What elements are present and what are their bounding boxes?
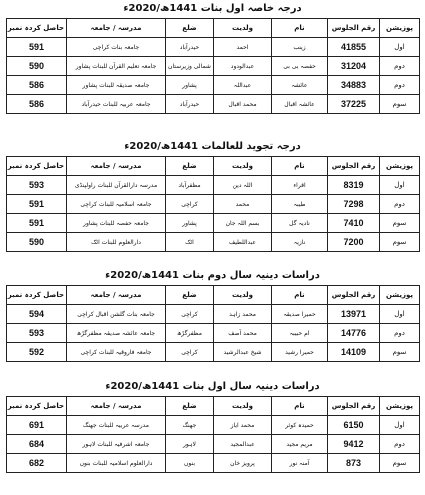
- cell-father-name: عبدالمجید: [214, 435, 272, 454]
- section-title: دراسات دینیہ سال دوم بنات 1441ھ/2020ء: [105, 270, 320, 281]
- cell-madrasa: جامعہ اسلامیہ للبنات کراچی: [67, 195, 166, 214]
- cell-madrasa: دارالعلوم للبنات اٹک: [67, 233, 166, 252]
- cell-roll-number: 6150: [328, 416, 380, 435]
- cell-madrasa: دارالعلوم اسلامیہ للبنات بنوں: [67, 454, 166, 473]
- table-row: [7, 95, 420, 114]
- header-father-name: ولدیت: [214, 19, 272, 38]
- header-madrasa: مدرسہ / جامعہ: [67, 286, 166, 305]
- section-tajweed-lil-alimat: [6, 140, 419, 252]
- cell-position: سوم: [380, 95, 420, 114]
- cell-district: لاہور: [166, 435, 214, 454]
- cell-madrasa: جامعہ عربیہ للبنات حیدرآباد: [67, 95, 166, 114]
- results-table: [6, 285, 420, 362]
- cell-father-name: احمد: [214, 38, 272, 57]
- table-row: [7, 76, 420, 95]
- cell-position: دوم: [380, 57, 420, 76]
- cell-name: حفصہ بی بی: [272, 57, 328, 76]
- section-title: درجہ خاصہ اول بنات 1441ھ/2020ء: [123, 3, 302, 14]
- cell-madrasa: جامعہ فاروقیہ للبنات کراچی: [67, 343, 166, 362]
- section-dirasat-sal-awwal: [6, 380, 419, 473]
- cell-father-name: عبداللطیف: [214, 233, 272, 252]
- cell-father-name: محمد زاہد: [214, 305, 272, 324]
- cell-position: اول: [380, 176, 420, 195]
- table-header-row: [7, 157, 420, 176]
- cell-name: اقراء: [272, 176, 328, 195]
- cell-madrasa: مدرسہ عربیہ للبنات جھنگ: [67, 416, 166, 435]
- section-khasa-awwal: [6, 2, 419, 114]
- cell-father-name: عبداللہ: [214, 76, 272, 95]
- cell-district: کراچی: [166, 305, 214, 324]
- cell-marks: 593: [7, 324, 67, 343]
- cell-father-name: محمد اقبال: [214, 95, 272, 114]
- table-row: [7, 214, 420, 233]
- cell-name: مریم مجید: [272, 435, 328, 454]
- cell-roll-number: 7200: [328, 233, 380, 252]
- table-row: [7, 454, 420, 473]
- cell-position: دوم: [380, 76, 420, 95]
- header-marks: حاصل کردہ نمبر: [7, 286, 67, 305]
- cell-district: بنوں: [166, 454, 214, 473]
- cell-district: مظفرگڑھ: [166, 324, 214, 343]
- cell-marks: 591: [7, 195, 67, 214]
- cell-marks: 590: [7, 57, 67, 76]
- cell-position: سوم: [380, 454, 420, 473]
- cell-madrasa: جامعہ بنات کراچی: [67, 38, 166, 57]
- header-district: ضلع: [166, 157, 214, 176]
- results-table: [6, 18, 420, 114]
- cell-madrasa: جامعہ اشرفیہ للبنات لاہور: [67, 435, 166, 454]
- header-father-name: ولدیت: [214, 286, 272, 305]
- header-name: نام: [272, 397, 328, 416]
- cell-district: حیدرآباد: [166, 95, 214, 114]
- header-position: پوزیشن: [380, 19, 420, 38]
- header-district: ضلع: [166, 397, 214, 416]
- cell-roll-number: 34883: [328, 76, 380, 95]
- cell-name: طیبہ: [272, 195, 328, 214]
- header-roll-number: رقم الجلوس: [328, 157, 380, 176]
- table-row: [7, 435, 420, 454]
- cell-marks: 592: [7, 343, 67, 362]
- cell-position: اول: [380, 416, 420, 435]
- section-title: درجہ تجوید للعالمات 1441ھ/2020ء: [124, 141, 301, 152]
- section-dirasat-sal-dom: [6, 269, 419, 362]
- table-row: [7, 343, 420, 362]
- cell-district: حیدرآباد: [166, 38, 214, 57]
- section-title: دراسات دینیہ سال اول بنات 1441ھ/2020ء: [105, 381, 320, 392]
- table-row: [7, 38, 420, 57]
- cell-position: دوم: [380, 324, 420, 343]
- table-row: [7, 57, 420, 76]
- results-table: [6, 156, 420, 252]
- header-madrasa: مدرسہ / جامعہ: [67, 157, 166, 176]
- cell-father-name: اللہ دین: [214, 176, 272, 195]
- cell-roll-number: 31204: [328, 57, 380, 76]
- header-name: نام: [272, 19, 328, 38]
- cell-marks: 586: [7, 76, 67, 95]
- header-madrasa: مدرسہ / جامعہ: [67, 19, 166, 38]
- table-header-row: [7, 19, 420, 38]
- table-row: [7, 195, 420, 214]
- cell-marks: 691: [7, 416, 67, 435]
- cell-district: پشاور: [166, 214, 214, 233]
- cell-roll-number: 7410: [328, 214, 380, 233]
- cell-marks: 684: [7, 435, 67, 454]
- cell-father-name: عبدالودود: [214, 57, 272, 76]
- header-position: پوزیشن: [380, 397, 420, 416]
- cell-madrasa: جامعہ تعلیم القرآن للبنات پشاور: [67, 57, 166, 76]
- header-marks: حاصل کردہ نمبر: [7, 157, 67, 176]
- cell-roll-number: 8319: [328, 176, 380, 195]
- table-header-row: [7, 286, 420, 305]
- cell-father-name: محمد ایاز: [214, 416, 272, 435]
- cell-position: دوم: [380, 195, 420, 214]
- table-row: [7, 416, 420, 435]
- header-position: پوزیشن: [380, 286, 420, 305]
- cell-district: کراچی: [166, 343, 214, 362]
- cell-name: عائشہ: [272, 76, 328, 95]
- header-madrasa: مدرسہ / جامعہ: [67, 397, 166, 416]
- cell-marks: 682: [7, 454, 67, 473]
- cell-district: شمالی وزیرستان: [166, 57, 214, 76]
- cell-name: حمیرا رشید: [272, 343, 328, 362]
- cell-madrasa: جامعہ صدیقہ للبنات پشاور: [67, 76, 166, 95]
- cell-position: دوم: [380, 435, 420, 454]
- cell-name: ام حبیبہ: [272, 324, 328, 343]
- cell-father-name: محمد آصف: [214, 324, 272, 343]
- cell-name: زینب: [272, 38, 328, 57]
- cell-marks: 593: [7, 176, 67, 195]
- cell-name: عائشہ اقبال: [272, 95, 328, 114]
- cell-roll-number: 37225: [328, 95, 380, 114]
- cell-marks: 590: [7, 233, 67, 252]
- header-marks: حاصل کردہ نمبر: [7, 397, 67, 416]
- cell-roll-number: 14109: [328, 343, 380, 362]
- cell-name: آمنہ نور: [272, 454, 328, 473]
- cell-name: نادیہ گل: [272, 214, 328, 233]
- cell-name: نازیہ: [272, 233, 328, 252]
- cell-marks: 594: [7, 305, 67, 324]
- cell-district: اٹک: [166, 233, 214, 252]
- cell-madrasa: جامعہ بنات گلشن اقبال کراچی: [67, 305, 166, 324]
- cell-marks: 591: [7, 214, 67, 233]
- cell-position: سوم: [380, 343, 420, 362]
- cell-madrasa: جامعہ حفصہ للبنات پشاور: [67, 214, 166, 233]
- table-row: [7, 233, 420, 252]
- cell-position: اول: [380, 305, 420, 324]
- cell-father-name: بسم اللہ جان: [214, 214, 272, 233]
- results-table: [6, 396, 420, 473]
- cell-district: کراچی: [166, 195, 214, 214]
- cell-position: سوم: [380, 233, 420, 252]
- cell-madrasa: مدرسہ دارالقرآن للبنات راولپنڈی: [67, 176, 166, 195]
- cell-name: حمیدہ کوثر: [272, 416, 328, 435]
- cell-roll-number: 13971: [328, 305, 380, 324]
- header-father-name: ولدیت: [214, 397, 272, 416]
- cell-roll-number: 14776: [328, 324, 380, 343]
- cell-madrasa: جامعہ عائشہ صدیقہ مظفرگڑھ: [67, 324, 166, 343]
- cell-marks: 586: [7, 95, 67, 114]
- header-district: ضلع: [166, 19, 214, 38]
- cell-marks: 591: [7, 38, 67, 57]
- table-row: [7, 324, 420, 343]
- header-roll-number: رقم الجلوس: [328, 286, 380, 305]
- header-roll-number: رقم الجلوس: [328, 397, 380, 416]
- table-row: [7, 176, 420, 195]
- cell-roll-number: 7298: [328, 195, 380, 214]
- cell-father-name: شیخ عبدالرشید: [214, 343, 272, 362]
- cell-roll-number: 873: [328, 454, 380, 473]
- header-district: ضلع: [166, 286, 214, 305]
- cell-position: اول: [380, 38, 420, 57]
- cell-district: جھنگ: [166, 416, 214, 435]
- header-name: نام: [272, 157, 328, 176]
- header-position: پوزیشن: [380, 157, 420, 176]
- cell-father-name: محمد: [214, 195, 272, 214]
- header-father-name: ولدیت: [214, 157, 272, 176]
- header-name: نام: [272, 286, 328, 305]
- cell-roll-number: 9412: [328, 435, 380, 454]
- cell-position: سوم: [380, 214, 420, 233]
- header-marks: حاصل کردہ نمبر: [7, 19, 67, 38]
- cell-district: پشاور: [166, 76, 214, 95]
- header-roll-number: رقم الجلوس: [328, 19, 380, 38]
- table-header-row: [7, 397, 420, 416]
- cell-roll-number: 41855: [328, 38, 380, 57]
- cell-district: مظفرآباد: [166, 176, 214, 195]
- cell-name: حمیرا صدیقہ: [272, 305, 328, 324]
- cell-father-name: پرویز خان: [214, 454, 272, 473]
- table-row: [7, 305, 420, 324]
